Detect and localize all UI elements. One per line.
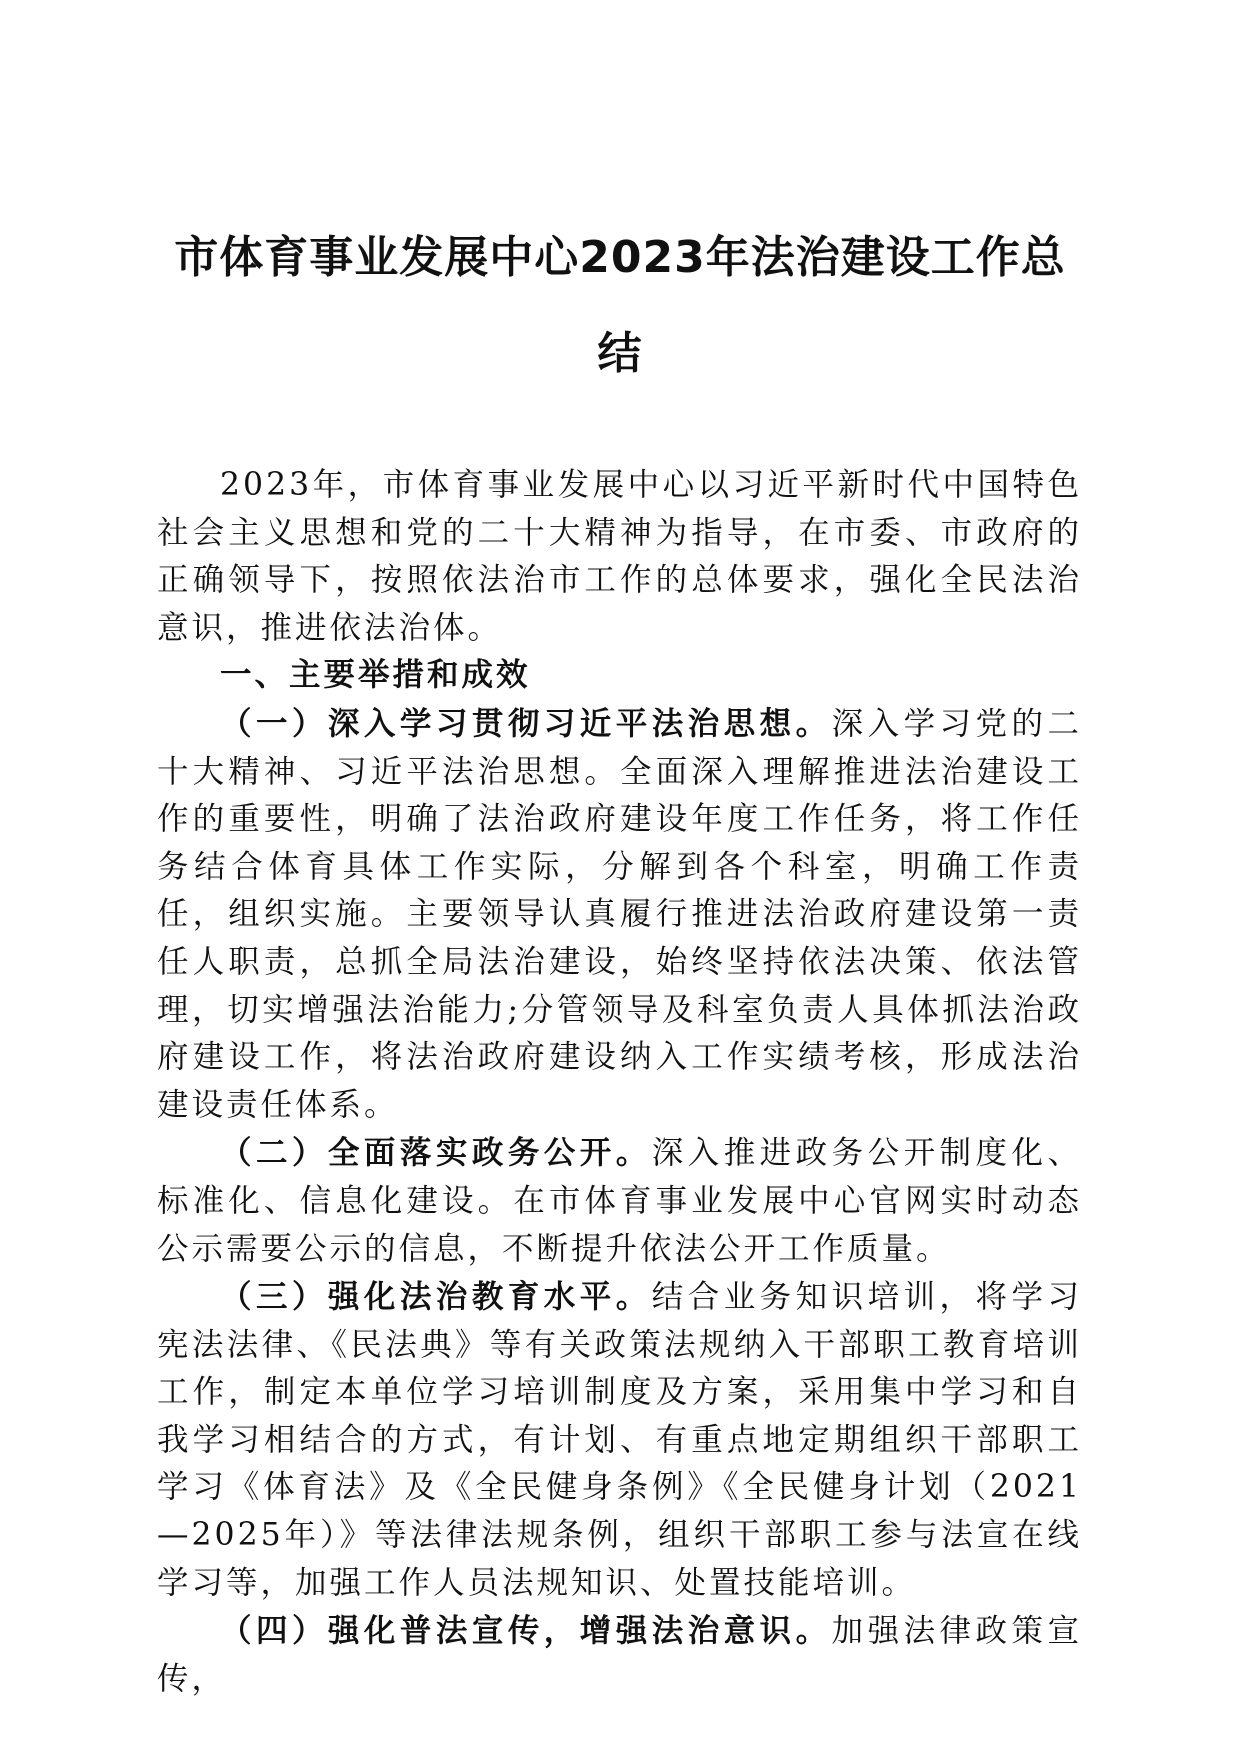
document-title-line1: 市体育事业发展中心2023年法治建设工作总 [174, 232, 1066, 283]
item-1-text: 深入学习党的二十大精神、习近平法治思想。全面深入理解推进法治建设工作的重要性，明确了法治政府建设年度工作任务，将工作任务结合体育具体工作实际，分解到各个科室，明确工作责任，组织实施。主要领导认真履行推进法治政府建设第一责任人职责，总抓全局法治建设，始终坚持依法决策、依法管理，切实增强法治能力;分管领导及科室负责人具体抓法治政府建设工作，将法治政府建设纳入工作实绩考核，形成法治建设责任体系。 [157, 705, 1082, 1123]
item-4-text: 加强法律政策宣传， [157, 1613, 1082, 1697]
paragraph-item-1 [157, 700, 1082, 1129]
item-1-subhead: （一）深入学习贯彻习近平法治思想。 [220, 704, 832, 742]
section-heading: 一、主要举措和成效 [220, 657, 531, 694]
intro-paragraph: 2023年，市体育事业发展中心以习近平新时代中国特色社会主义思想和党的二十大精神为指导，在市委、市政府的正确领导下，按照依法治市工作的总体要求，强化全民法治意识，推进依法治体。 [157, 467, 1082, 646]
item-3-text: 结合业务知识培训，将学习宪法法律、《民法典》等有关政策法规纳入干部职工教育培训工作，制定本单位学习培训制度及方案，采用集中学习和自我学习相结合的方式，有计划、有重点地定期组织干部职工学习《体育法》及《全民健身条例》《全民健身计划（2021—2025年）》等法律法规条例，组织干部职工参与法宣在线学习等，加强工作人员法规知识、处置技能培训。 [157, 1279, 1082, 1601]
paragraph-item-4 [157, 1607, 1082, 1703]
item-2-subhead: （二）全面落实政务公开。 [220, 1134, 652, 1172]
item-2-text: 深入推进政务公开制度化、标准化、信息化建设。在市体育事业发展中心官网实时动态公示需要公示的信息，不断提升依法公开工作质量。 [157, 1135, 1082, 1267]
document-title-line2: 结 [597, 328, 643, 379]
paragraph-item-3 [157, 1273, 1082, 1607]
item-3-subhead: （三）强化法治教育水平。 [220, 1278, 652, 1316]
document-body [157, 462, 1082, 1703]
paragraph-item-2 [157, 1129, 1082, 1273]
item-4-subhead: （四）强化普法宣传，增强法治意识。 [220, 1612, 832, 1650]
